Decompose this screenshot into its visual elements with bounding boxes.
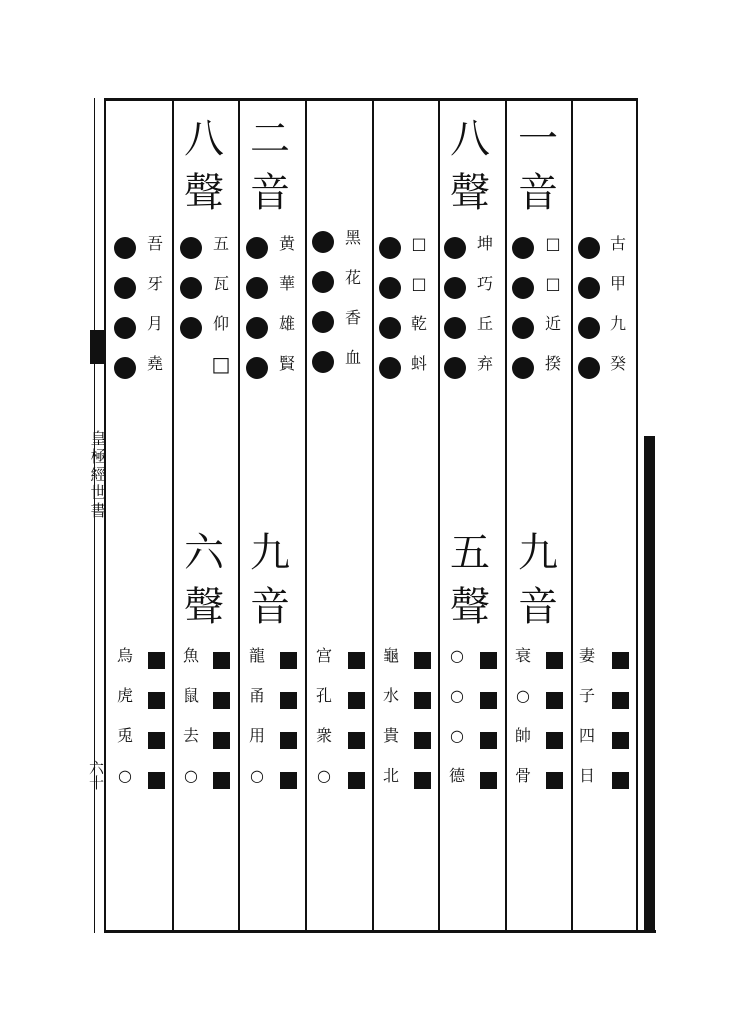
dot-mark: [444, 237, 466, 259]
char: ○: [250, 766, 264, 785]
char: 虎: [116, 686, 133, 705]
square-mark: [148, 772, 165, 789]
side-title: [86, 430, 108, 520]
square-mark: [612, 692, 629, 709]
dot-marks: [246, 228, 268, 388]
char: 龜: [382, 646, 399, 665]
char: 丘: [476, 314, 493, 333]
character-column: [176, 636, 206, 796]
character-column: [376, 636, 406, 796]
column-divider: [505, 98, 507, 933]
character-column: [442, 636, 472, 796]
dot-mark: [578, 277, 600, 299]
square-marks: [414, 640, 431, 800]
dot-mark: [180, 317, 202, 339]
character-column: [404, 224, 434, 384]
heading-char: 聲: [184, 584, 224, 630]
square-mark: [348, 732, 365, 749]
char: 堯: [146, 354, 163, 373]
character-column: [309, 636, 339, 796]
dot-mark: [512, 317, 534, 339]
square-marks: [480, 640, 497, 800]
square-mark: [612, 772, 629, 789]
dot-mark: [379, 317, 401, 339]
dot-marks: [512, 228, 534, 388]
char: 烏: [116, 646, 133, 665]
square-mark: [414, 732, 431, 749]
char: 兎: [116, 726, 133, 745]
column-divider: [172, 98, 174, 933]
char: ○: [317, 766, 331, 785]
heading-top: [244, 112, 296, 220]
heading-char: 一: [518, 116, 558, 162]
folio-number: 六十: [87, 760, 105, 790]
char: □: [545, 234, 561, 253]
char: 衆: [315, 726, 332, 745]
square-mark: [280, 732, 297, 749]
dot-mark: [512, 277, 534, 299]
character-column: [272, 224, 302, 384]
char: 牙: [146, 274, 163, 293]
char: 雄: [278, 314, 295, 333]
heading-char: 八: [184, 116, 224, 162]
heading-char: 九: [518, 530, 558, 576]
character-column: [338, 218, 368, 378]
char: 孔: [315, 686, 332, 705]
char: □: [411, 274, 427, 293]
dot-mark: [444, 317, 466, 339]
character-column: [206, 224, 236, 384]
char: 賢: [278, 354, 295, 373]
dot-mark: [246, 317, 268, 339]
dot-mark: [578, 357, 600, 379]
square-marks: [348, 640, 365, 800]
dot-mark: [512, 357, 534, 379]
char: 黄: [278, 234, 295, 253]
char: □: [211, 352, 231, 376]
char: 四: [578, 726, 595, 745]
char: 瓦: [212, 274, 229, 293]
heading-top: [178, 112, 230, 220]
column-divider: [372, 98, 374, 933]
char: □: [545, 274, 561, 293]
dot-marks: [312, 222, 334, 382]
char: 蚪: [410, 354, 427, 373]
dot-mark: [512, 237, 534, 259]
heading-top: [444, 112, 496, 220]
character-column: [470, 224, 500, 384]
character-column: [603, 224, 633, 384]
char: 香: [344, 308, 361, 327]
dot-marks: [180, 228, 202, 348]
right-frame-line: [636, 98, 638, 933]
char: 子: [578, 686, 595, 705]
right-frame-thick: [644, 436, 655, 933]
square-mark: [480, 692, 497, 709]
char: ○: [450, 646, 464, 665]
square-mark: [348, 772, 365, 789]
char: 華: [278, 274, 295, 293]
top-rule: [104, 98, 638, 101]
char: 癸: [609, 354, 626, 373]
square-mark: [414, 692, 431, 709]
char: 衰: [514, 646, 531, 665]
column-divider: [571, 98, 573, 933]
dot-mark: [114, 237, 136, 259]
heading-char: 九: [250, 530, 290, 576]
square-mark: [348, 652, 365, 669]
character-column: [140, 224, 170, 384]
square-mark: [480, 652, 497, 669]
dot-mark: [312, 271, 334, 293]
char: 妻: [578, 646, 595, 665]
char: 鼠: [182, 686, 199, 705]
square-mark: [348, 692, 365, 709]
square-mark: [148, 732, 165, 749]
char: ○: [450, 686, 464, 705]
heading-char: 音: [250, 170, 290, 216]
dot-mark: [379, 237, 401, 259]
char: ○: [516, 686, 530, 705]
dot-mark: [114, 317, 136, 339]
heading-mid: [244, 526, 296, 634]
square-mark: [546, 732, 563, 749]
side-title-char: 皇極經世書: [88, 430, 107, 520]
square-mark: [546, 772, 563, 789]
dot-mark: [312, 311, 334, 333]
char: ○: [118, 766, 132, 785]
char: 魚: [182, 646, 199, 665]
square-mark: [480, 732, 497, 749]
dot-mark: [246, 357, 268, 379]
square-mark: [546, 652, 563, 669]
heading-mid: [178, 526, 230, 634]
character-column: [572, 636, 602, 796]
dot-mark: [444, 277, 466, 299]
char: 仰: [212, 314, 229, 333]
dot-mark: [246, 277, 268, 299]
fishtail-mark: [90, 330, 104, 364]
dot-mark: [379, 357, 401, 379]
heading-char: 二: [250, 116, 290, 162]
square-mark: [480, 772, 497, 789]
character-column: [242, 636, 272, 796]
square-marks: [213, 640, 230, 800]
dot-mark: [578, 317, 600, 339]
square-mark: [148, 692, 165, 709]
char: 水: [382, 686, 399, 705]
dot-marks: [578, 228, 600, 388]
bottom-rule: [104, 930, 656, 933]
character-column: [538, 224, 568, 384]
heading-top: [512, 112, 564, 220]
char: 花: [344, 268, 361, 287]
dot-mark: [114, 277, 136, 299]
dot-mark: [312, 351, 334, 373]
char: 黑: [344, 228, 361, 247]
char: 巧: [476, 274, 493, 293]
dot-mark: [444, 357, 466, 379]
square-mark: [280, 692, 297, 709]
heading-mid: [512, 526, 564, 634]
square-mark: [148, 652, 165, 669]
char: 乾: [410, 314, 427, 333]
char: 坤: [476, 234, 493, 253]
char: ○: [450, 726, 464, 745]
dot-mark: [180, 237, 202, 259]
square-mark: [213, 652, 230, 669]
char: 甬: [248, 686, 265, 705]
square-mark: [414, 652, 431, 669]
char: 日: [578, 766, 595, 785]
square-marks: [148, 640, 165, 800]
square-mark: [280, 772, 297, 789]
square-mark: [213, 772, 230, 789]
heading-char: 音: [518, 584, 558, 630]
char: 北: [382, 766, 399, 785]
heading-char: 音: [250, 584, 290, 630]
square-mark: [612, 652, 629, 669]
char: □: [411, 234, 427, 253]
dot-mark: [246, 237, 268, 259]
column-divider: [305, 98, 307, 933]
char: 骨: [514, 766, 531, 785]
square-mark: [213, 692, 230, 709]
character-column: [110, 636, 140, 796]
char: 血: [344, 348, 361, 367]
heading-char: 六: [184, 530, 224, 576]
char: 近: [544, 314, 561, 333]
dot-mark: [114, 357, 136, 379]
character-column: [508, 636, 538, 796]
dot-marks: [114, 228, 136, 388]
column-divider: [438, 98, 440, 933]
heading-char: 音: [518, 170, 558, 216]
char: 用: [248, 726, 265, 745]
char: 宫: [315, 646, 332, 665]
heading-char: 聲: [450, 584, 490, 630]
char: 月: [146, 314, 163, 333]
dot-mark: [578, 237, 600, 259]
dot-marks: [444, 228, 466, 388]
dot-marks: [379, 228, 401, 388]
dot-mark: [180, 277, 202, 299]
square-mark: [280, 652, 297, 669]
char: ○: [184, 766, 198, 785]
char: 甲: [609, 274, 626, 293]
square-mark: [414, 772, 431, 789]
char: 吾: [146, 234, 163, 253]
column-divider: [238, 98, 240, 933]
heading-char: 聲: [184, 170, 224, 216]
heading-char: 聲: [450, 170, 490, 216]
heading-char: 八: [450, 116, 490, 162]
char: 德: [448, 766, 465, 785]
square-marks: [546, 640, 563, 800]
char: 九: [609, 314, 626, 333]
dot-mark: [312, 231, 334, 253]
char: 去: [182, 726, 199, 745]
char: 龍: [248, 646, 265, 665]
square-marks: [280, 640, 297, 800]
dot-mark: [379, 277, 401, 299]
char: 帥: [514, 726, 531, 745]
char: 貴: [382, 726, 399, 745]
square-mark: [546, 692, 563, 709]
char: 揆: [544, 354, 561, 373]
heading-mid: [444, 526, 496, 634]
square-mark: [612, 732, 629, 749]
char: 五: [212, 234, 229, 253]
square-mark: [213, 732, 230, 749]
square-marks: [612, 640, 629, 800]
char: 弃: [476, 354, 493, 373]
char: 古: [609, 234, 626, 253]
heading-char: 五: [450, 530, 490, 576]
